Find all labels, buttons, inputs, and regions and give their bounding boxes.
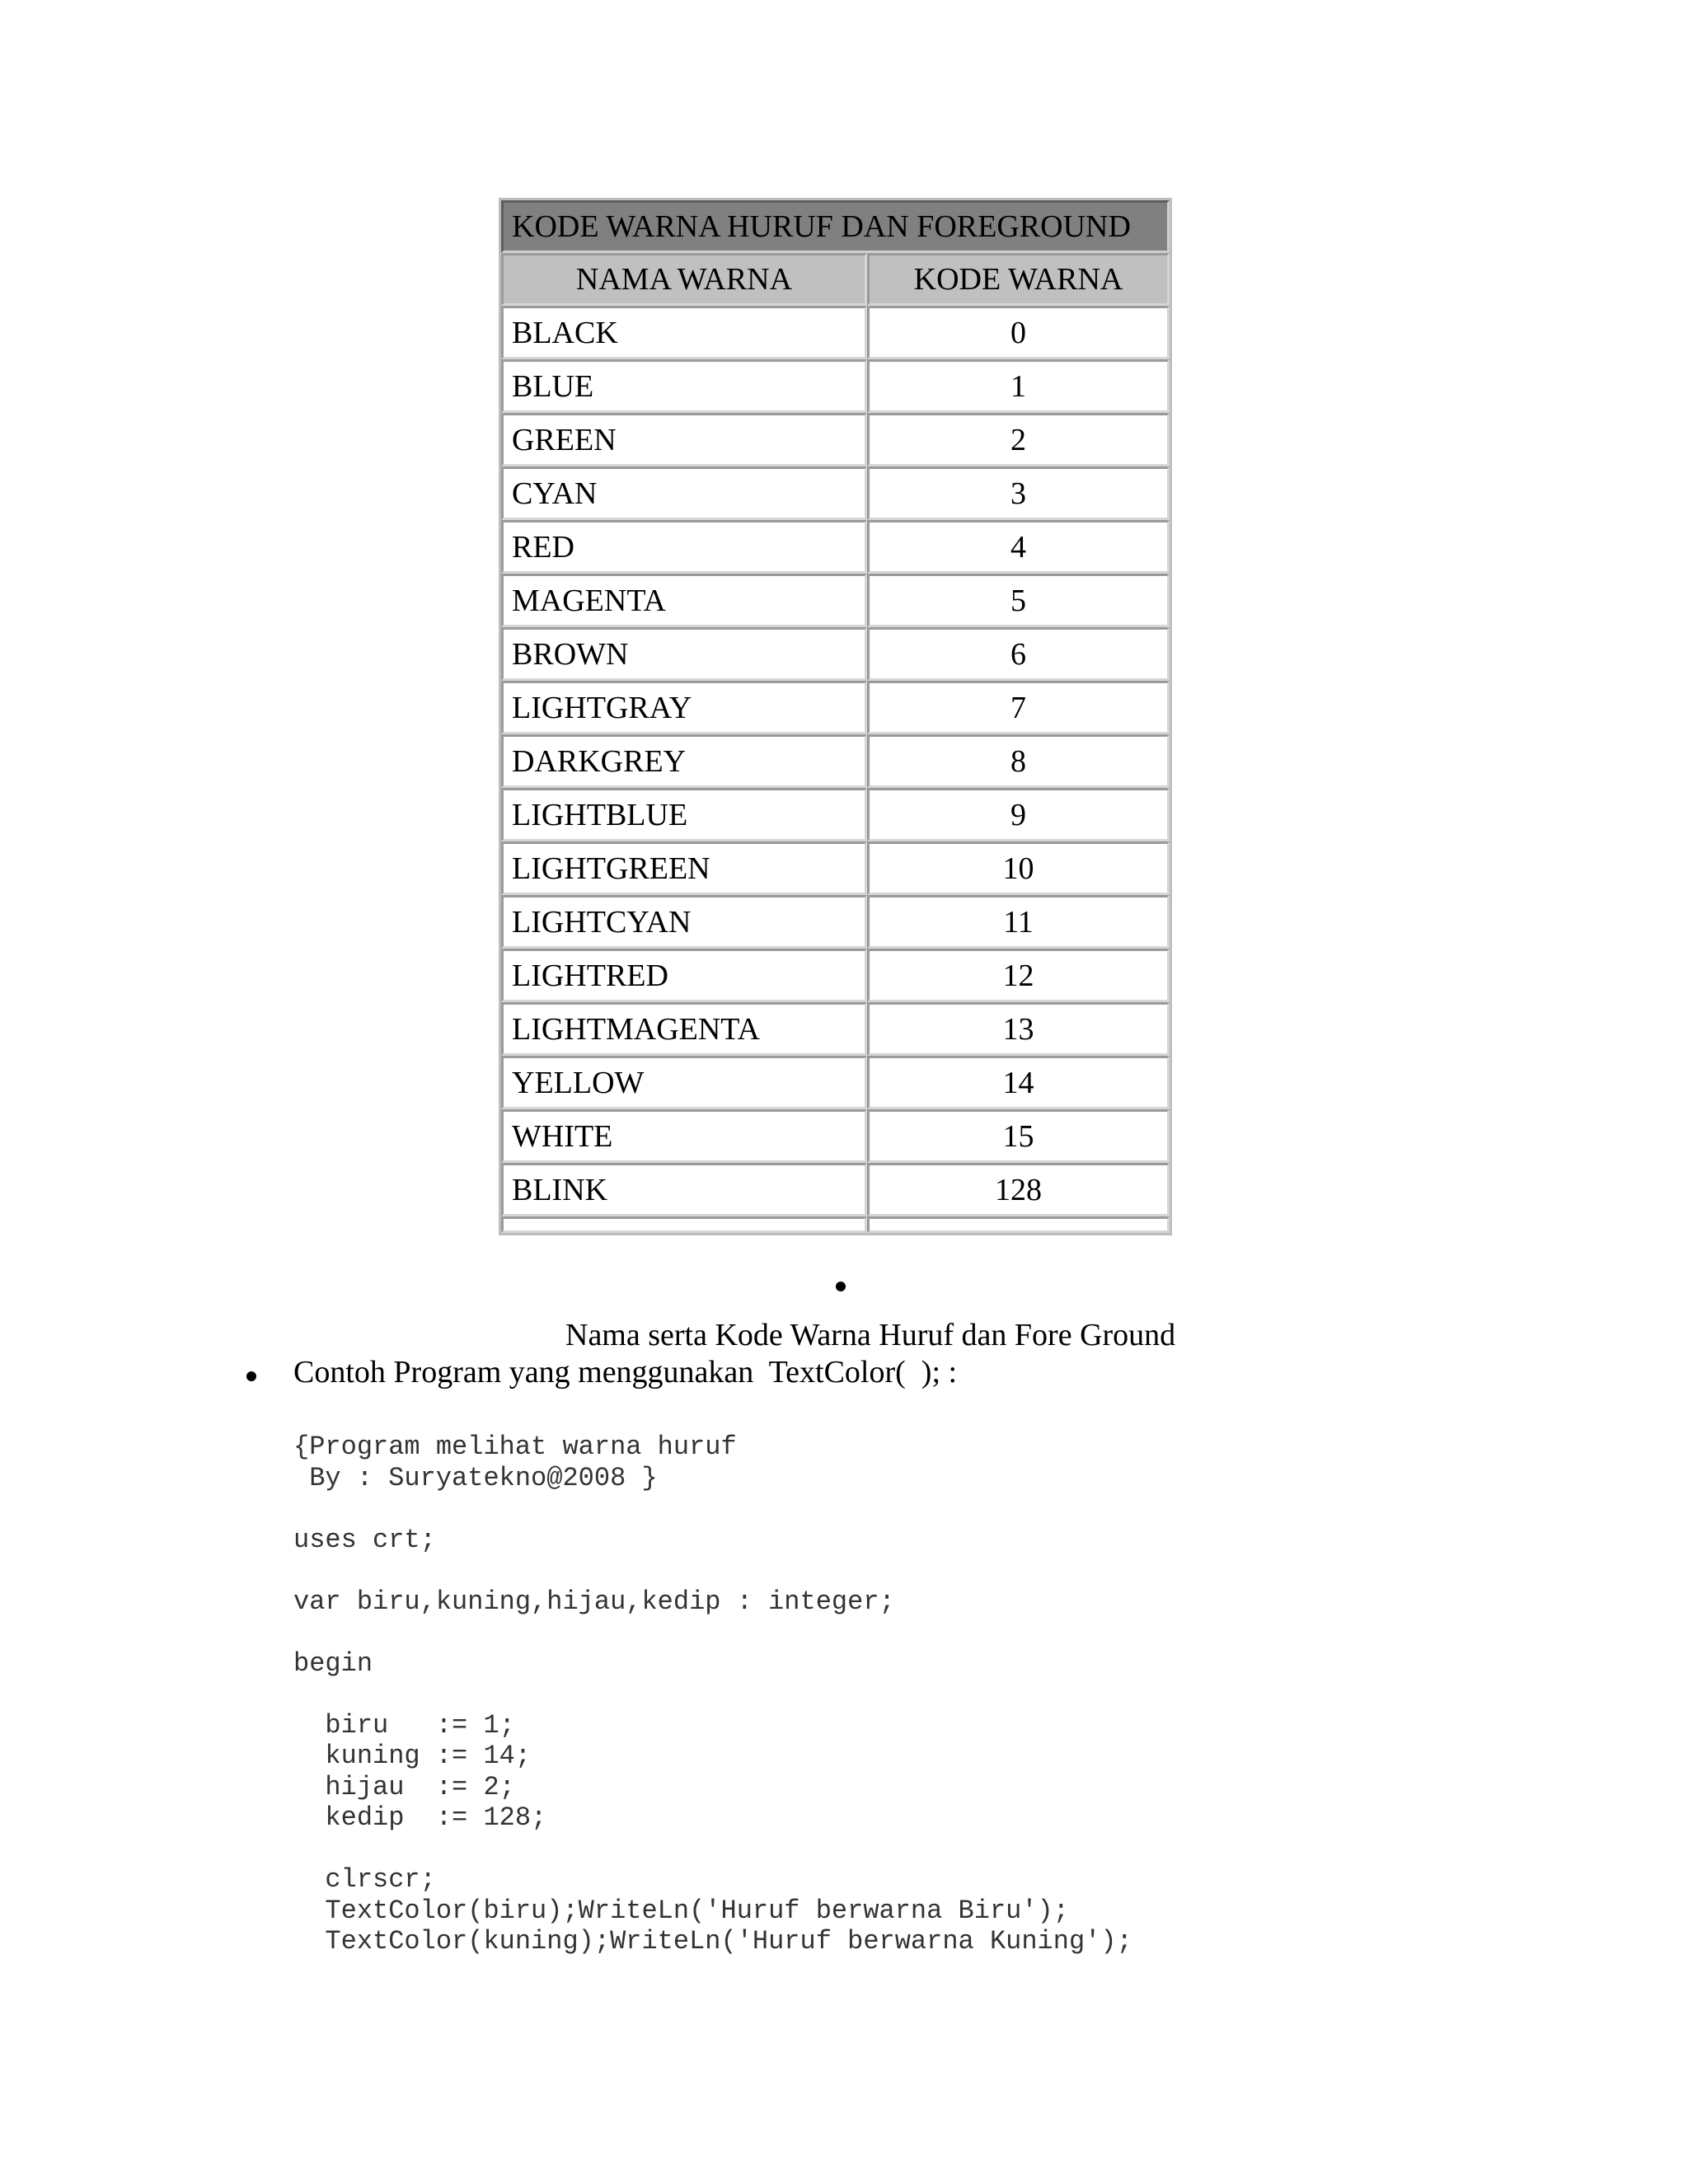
- table-row: [501, 359, 1170, 413]
- table-row: [501, 1002, 1170, 1056]
- code-line: uses crt;: [293, 1524, 436, 1555]
- color-name-cell: LIGHTBLUE: [501, 788, 867, 841]
- color-name-cell: BLUE: [501, 359, 867, 413]
- color-code-cell: 6: [867, 627, 1170, 681]
- table-row: [501, 681, 1170, 734]
- code-line: kuning := 14;: [293, 1741, 532, 1771]
- code-line: [293, 1834, 1132, 1865]
- code-line: TextColor(biru);WriteLn('Huruf berwarna Biru');: [293, 1895, 1069, 1926]
- table-caption: Nama serta Kode Warna Huruf dan Fore Ground: [565, 1318, 1176, 1352]
- code-line: var biru,kuning,hijau,kedip : integer;: [293, 1586, 895, 1617]
- color-name-cell: BLINK: [501, 1163, 867, 1216]
- table-title: KODE WARNA HURUF DAN FOREGROUND: [501, 200, 1170, 253]
- color-code-cell: 10: [867, 841, 1170, 895]
- color-name-cell: WHITE: [501, 1109, 867, 1163]
- code-line: By : Suryatekno@2008 }: [293, 1462, 658, 1493]
- code-line: kedip := 128;: [293, 1802, 547, 1833]
- table-row-empty: [501, 1216, 1170, 1233]
- color-code-cell: 12: [867, 949, 1170, 1002]
- code-line: [293, 1555, 1132, 1586]
- color-code-cell: 15: [867, 1109, 1170, 1163]
- table-row: [501, 520, 1170, 574]
- code-block: [293, 1432, 1132, 1957]
- color-code-cell: 13: [867, 1002, 1170, 1056]
- color-name-cell: DARKGREY: [501, 734, 867, 788]
- color-name-cell: GREEN: [501, 413, 867, 466]
- code-line: {Program melihat warna huruf: [293, 1432, 737, 1462]
- color-code-cell: 11: [867, 895, 1170, 949]
- color-name-cell: CYAN: [501, 466, 867, 520]
- empty-cell: [501, 1216, 867, 1233]
- color-code-cell: 7: [867, 681, 1170, 734]
- color-code-cell: 3: [867, 466, 1170, 520]
- color-name-cell: MAGENTA: [501, 574, 867, 627]
- list-item-text: Contoh Program yang menggunakan TextColor( ); :: [293, 1355, 958, 1390]
- table-row: [501, 734, 1170, 788]
- code-line: begin: [293, 1647, 373, 1679]
- bullet-icon: [246, 1371, 256, 1381]
- color-code-cell: 5: [867, 574, 1170, 627]
- color-name-cell: LIGHTMAGENTA: [501, 1002, 867, 1056]
- color-code-cell: 14: [867, 1056, 1170, 1109]
- color-name-cell: LIGHTCYAN: [501, 895, 867, 949]
- code-line: TextColor(kuning);WriteLn('Huruf berwarna Kuning');: [293, 1926, 1132, 1957]
- table-row: [501, 949, 1170, 1002]
- color-name-cell: LIGHTGREEN: [501, 841, 867, 895]
- empty-cell: [867, 1216, 1170, 1233]
- table-row: [501, 1056, 1170, 1109]
- table-row: [501, 895, 1170, 949]
- table-body: [501, 306, 1170, 1233]
- table-row: [501, 466, 1170, 520]
- code-line: clrscr;: [293, 1864, 436, 1895]
- table-row: [501, 841, 1170, 895]
- bullet-icon: [836, 1282, 846, 1291]
- color-code-cell: 0: [867, 306, 1170, 359]
- color-name-cell: BLACK: [501, 306, 867, 359]
- color-code-cell: 1: [867, 359, 1170, 413]
- table-row: [501, 574, 1170, 627]
- table-row: [501, 306, 1170, 359]
- table-row: [501, 1163, 1170, 1216]
- column-header-color-code: KODE WARNA: [867, 253, 1170, 306]
- table-row: [501, 413, 1170, 466]
- code-line: [293, 1493, 1132, 1525]
- column-header-color-name: NAMA WARNA: [501, 253, 867, 306]
- code-line: biru := 1;: [293, 1709, 515, 1741]
- code-line: hijau := 2;: [293, 1771, 515, 1802]
- color-code-cell: 128: [867, 1163, 1170, 1216]
- code-line: [293, 1679, 1132, 1710]
- color-code-cell: 2: [867, 413, 1170, 466]
- table-row: [501, 788, 1170, 841]
- color-name-cell: RED: [501, 520, 867, 574]
- color-name-cell: YELLOW: [501, 1056, 867, 1109]
- table-row: [501, 1109, 1170, 1163]
- color-code-table: [499, 198, 1172, 1235]
- color-code-cell: 4: [867, 520, 1170, 574]
- color-name-cell: BROWN: [501, 627, 867, 681]
- table-row: [501, 627, 1170, 681]
- color-code-cell: 8: [867, 734, 1170, 788]
- code-line: [293, 1617, 1132, 1648]
- color-code-cell: 9: [867, 788, 1170, 841]
- color-name-cell: LIGHTGRAY: [501, 681, 867, 734]
- color-name-cell: LIGHTRED: [501, 949, 867, 1002]
